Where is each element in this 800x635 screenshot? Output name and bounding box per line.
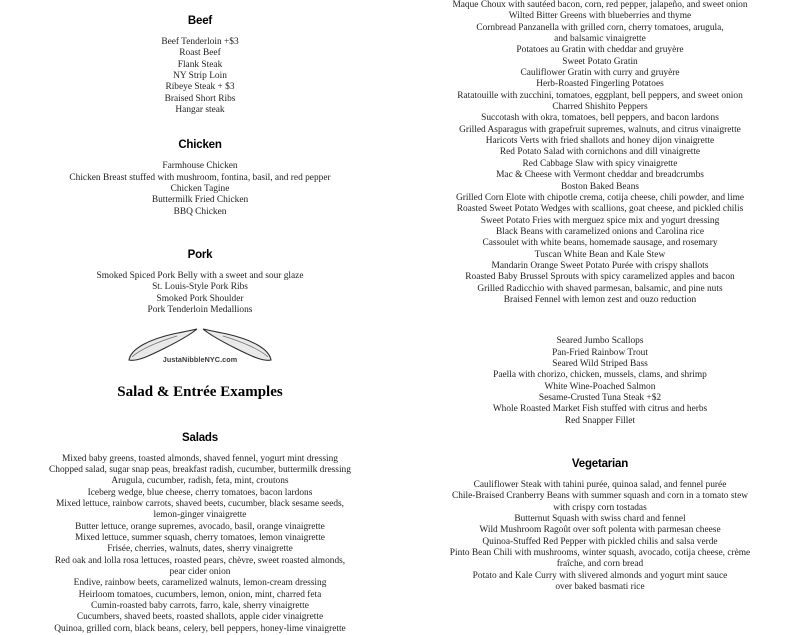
list-item: Chile-Braised Cranberry Beans with summer squash and corn in a tomato stew <box>414 491 786 502</box>
section-heading-pork: Pork <box>14 248 386 262</box>
section-heading-chicken: Chicken <box>14 138 386 152</box>
beef-item-list <box>14 37 386 116</box>
list-item: Sweet Potato Gratin <box>414 57 786 68</box>
spacer <box>414 471 786 480</box>
list-item: BBQ Chicken <box>14 207 386 218</box>
list-item: Roasted Sweet Potato Wedges with scallions, goat cheese, and pickled chilis <box>414 204 786 215</box>
list-item: Whole Roasted Market Fish stuffed with citrus and herbs <box>414 404 786 415</box>
list-item: Grilled Asparagus with grapefruit supremes, walnuts, and citrus vinaigrette <box>414 125 786 136</box>
list-item: Maque Choux with sautéed bacon, corn, red pepper, jalapeño, and sweet onion <box>414 0 786 11</box>
list-item: Mixed baby greens, toasted almonds, shaved fennel, yogurt mint dressing <box>14 454 386 465</box>
list-item: Frisée, cherries, walnuts, dates, sherry vinaigrette <box>14 544 386 555</box>
spacer <box>14 262 386 271</box>
list-item: Ratatouille with zucchini, tomatoes, eggplant, bell peppers, and sweet onion <box>414 91 786 102</box>
list-item: Red Potato Salad with cornichons and dill vinaigrette <box>414 147 786 158</box>
list-item: Cumin-roasted baby carrots, farro, kale, sherry vinaigrette <box>14 601 386 612</box>
list-item: Butternut Squash with swiss chard and fennel <box>414 514 786 525</box>
page-title: Salad & Entrée Examples <box>14 382 386 402</box>
list-item: Flank Steak <box>14 60 386 71</box>
list-item: Tuscan White Bean and Kale Stew <box>414 250 786 261</box>
list-item: fraîche, and corn bread <box>414 559 786 570</box>
list-item: St. Louis-Style Pork Ribs <box>14 282 386 293</box>
spacer <box>14 218 386 248</box>
list-item: Mixed lettuce, rainbow carrots, shaved beets, cucumber, black sesame seeds, <box>14 499 386 510</box>
list-item: Wild Mushroom Ragoût over soft polenta with parmesan cheese <box>414 525 786 536</box>
list-item: Sesame-Crusted Tuna Steak +$2 <box>414 393 786 404</box>
list-item: Boston Baked Beans <box>414 182 786 193</box>
list-item: Pork Tenderloin Medallions <box>14 305 386 316</box>
logo <box>120 326 280 364</box>
list-item: Buttermilk Fried Chicken <box>14 195 386 206</box>
list-item: Hangar steak <box>14 105 386 116</box>
list-item: Chopped salad, sugar snap peas, breakfast radish, cucumber, buttermilk dressing <box>14 465 386 476</box>
list-item: Red oak and lolla rosa lettuces, roasted pears, chèvre, sweet roasted almonds, <box>14 556 386 567</box>
list-item: over baked basmati rice <box>414 582 786 593</box>
section-heading-salads: Salads <box>14 431 386 445</box>
spacer <box>414 427 786 457</box>
list-item: Potatoes au Gratin with cheddar and gruyère <box>414 45 786 56</box>
pork-item-list <box>14 271 386 316</box>
section-heading-vegetarian: Vegetarian <box>414 457 786 471</box>
spacer <box>14 402 386 431</box>
list-item: White Wine-Poached Salmon <box>414 382 786 393</box>
list-item: Black Beans with caramelized onions and Carolina rice <box>414 227 786 238</box>
list-item: NY Strip Loin <box>14 71 386 82</box>
list-item: Heirloom tomatoes, cucumbers, lemon, onion, mint, charred feta <box>14 590 386 601</box>
list-item: Mandarin Orange Sweet Potato Purée with crispy shallots <box>414 261 786 272</box>
spacer <box>14 152 386 161</box>
list-item: Succotash with okra, tomatoes, bell peppers, and bacon lardons <box>414 113 786 124</box>
spacer <box>14 28 386 37</box>
list-item: with crispy corn tostadas <box>414 503 786 514</box>
right-column <box>400 0 800 600</box>
list-item: Roast Beef <box>14 48 386 59</box>
list-item: Mac & Cheese with Vermont cheddar and breadcrumbs <box>414 170 786 181</box>
list-item: Cauliflower Gratin with curry and gruyère <box>414 68 786 79</box>
spacer <box>414 306 786 336</box>
list-item: Mixed lettuce, summer squash, cherry tomatoes, lemon vinaigrette <box>14 533 386 544</box>
list-item: Pinto Bean Chili with mushrooms, winter squash, avocado, cotija cheese, crème <box>414 548 786 559</box>
list-item: Beef Tenderloin +$3 <box>14 37 386 48</box>
list-item: Farmhouse Chicken <box>14 161 386 172</box>
list-item: Cauliflower Steak with tahini purée, quinoa salad, and fennel purée <box>414 480 786 491</box>
list-item: Smoked Pork Shoulder <box>14 294 386 305</box>
list-item: Chicken Breast stuffed with mushroom, fontina, basil, and red pepper <box>14 173 386 184</box>
list-item: Braised Short Ribs <box>14 94 386 105</box>
list-item: Potato and Kale Curry with slivered almonds and yogurt mint sauce <box>414 571 786 582</box>
list-item: lemon-ginger vinaigrette <box>14 510 386 521</box>
list-item: and balsamic vinaigrette <box>414 34 786 45</box>
list-item: Red Cabbage Slaw with spicy vinaigrette <box>414 159 786 170</box>
spacer <box>14 445 386 454</box>
sides-item-list <box>414 0 786 306</box>
list-item: Herb-Roasted Fingerling Potatoes <box>414 79 786 90</box>
list-item: Smoked Spiced Pork Belly with a sweet and sour glaze <box>14 271 386 282</box>
chicken-item-list <box>14 161 386 218</box>
list-item: Endive, rainbow beets, caramelized walnuts, lemon-cream dressing <box>14 578 386 589</box>
list-item: Quinoa-Stuffed Red Pepper with pickled chilis and salsa verde <box>414 537 786 548</box>
list-item: pear cider onion <box>14 567 386 578</box>
list-item: Chicken Tagine <box>14 184 386 195</box>
list-item: Haricots Verts with fried shallots and honey dijon vinaigrette <box>414 136 786 147</box>
list-item: Roasted Baby Brussel Sprouts with spicy caramelized apples and bacon <box>414 272 786 283</box>
list-item: Seared Wild Striped Bass <box>414 359 786 370</box>
list-item: Cucumbers, shaved beets, roasted shallots, apple cider vinaigrette <box>14 612 386 623</box>
list-item: Iceberg wedge, blue cheese, cherry tomatoes, bacon lardons <box>14 488 386 499</box>
list-item: Charred Shishito Peppers <box>414 102 786 113</box>
left-column <box>0 0 400 600</box>
list-item: Paella with chorizo, chicken, mussels, clams, and shrimp <box>414 370 786 381</box>
list-item: Ribeye Steak + $3 <box>14 82 386 93</box>
seafood-item-list <box>414 336 786 427</box>
section-heading-beef: Beef <box>14 14 386 28</box>
list-item: Arugula, cucumber, radish, feta, mint, croutons <box>14 476 386 487</box>
list-item: Grilled Corn Elote with chipotle crema, cotija cheese, chili powder, and lime <box>414 193 786 204</box>
list-item: Cornbread Panzanella with grilled corn, cherry tomatoes, arugula, <box>414 23 786 34</box>
list-item: Pan-Fried Rainbow Trout <box>414 348 786 359</box>
list-item: Seared Jumbo Scallops <box>414 336 786 347</box>
list-item: Wilted Bitter Greens with blueberries and thyme <box>414 11 786 22</box>
logo-text: JustaNibbleNYC.com <box>120 355 280 364</box>
salads-item-list <box>14 454 386 635</box>
list-item: Grilled Radicchio with shaved parmesan, balsamic, and pine nuts <box>414 284 786 295</box>
spacer <box>14 116 386 138</box>
list-item: Sweet Potato Fries with merguez spice mix and yogurt dressing <box>414 216 786 227</box>
list-item: Quinoa, grilled corn, black beans, celery, bell peppers, honey-lime vinaigrette <box>14 624 386 635</box>
list-item: Braised Fennel with lemon zest and ouzo reduction <box>414 295 786 306</box>
list-item: Red Snapper Fillet <box>414 416 786 427</box>
list-item: Butter lettuce, orange supremes, avocado, basil, orange vinaigrette <box>14 522 386 533</box>
vegetarian-item-list <box>414 480 786 593</box>
list-item: Cassoulet with white beans, homemade sausage, and rosemary <box>414 238 786 249</box>
